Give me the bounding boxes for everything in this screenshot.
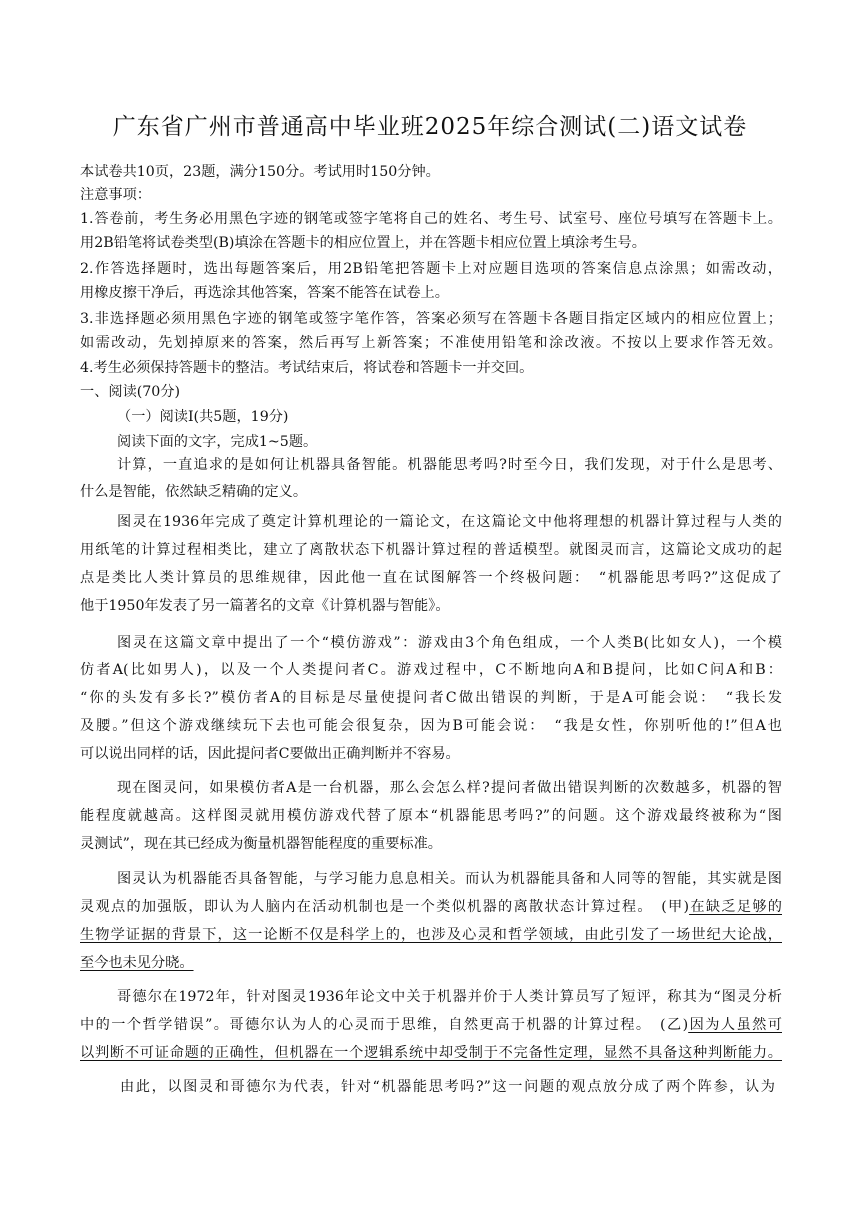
text-line xyxy=(80,482,307,502)
line-text: 阅读下面的文字，完成1~5题。 xyxy=(117,434,318,450)
line-text: 哥德尔在1972年，针对图灵1936年论文中关于机器并价于人类计算员写了短评，称其为“图灵分析 xyxy=(117,989,782,1005)
page-title: 广东省广州市普通高中毕业班2025年综合测试(二)语文试卷 xyxy=(112,114,748,140)
line-text: 他于1950年发表了另一篇著名的文章《计算机器与智能》。 xyxy=(80,598,450,614)
text-line xyxy=(80,688,782,708)
line-text: 由此，以图灵和哥德尔为代表，针对“机器能思考吗?”这一问题的观点放分成了两个阵参，认为 xyxy=(120,1079,775,1095)
text-line xyxy=(80,716,782,736)
text-line xyxy=(117,455,782,475)
line-text: 4.考生必须保持答题卡的整洁。考试结束后，将试卷和答题卡一并交回。 xyxy=(80,360,534,376)
line-text: 2.作答选择题时，选出每题答案后，用2B铅笔把答题卡上对应题目选项的答案信息点涂黑；如需改动， xyxy=(80,261,782,277)
text-line xyxy=(80,209,782,229)
line-text: 图灵认为机器能否具备智能，与学习能力息息相关。而认为机器能具备和人同等的智能，其实就是图 xyxy=(117,871,782,887)
text-line xyxy=(80,358,533,378)
line-text: 3.非选择题必须用黑色字迹的钢笔或签字笔作答，答案必须写在答题卡各题目指定区域内的相应位置上； xyxy=(80,311,782,327)
line-text: 用2B铅笔将试卷类型(B)填涂在答题卡的相应位置上，并在答题卡相应位置上填涂考生号。 xyxy=(80,235,646,251)
text-line xyxy=(80,259,782,279)
line-text: 能程度就越高。这样图灵就用模仿游戏代替了原本“机器能思考吗?”的问题。这个游戏最终被称为“图 xyxy=(80,808,782,824)
text-line xyxy=(80,568,782,588)
line-text: 中的一个哲学错误”。哥德尔认为人的心灵而于思维，自然更高于机器的计算过程。 (乙) xyxy=(80,1017,689,1033)
line-text: 点是类比人类计算员的思维规律，因此他一直在试图解答一个终极问题： “机器能思考吗?”这促成了 xyxy=(80,570,782,586)
text-line xyxy=(80,162,440,182)
text-line xyxy=(80,540,782,560)
line-text: “你的头发有多长?”模仿者A的目标是尽量使提问者C做出错误的判断，于是A可能会说： “我长发 xyxy=(80,690,782,706)
underlined-text: 在缺乏足够的 xyxy=(689,899,782,915)
text-line xyxy=(117,778,782,798)
text-line xyxy=(80,1043,782,1063)
text-line xyxy=(80,233,646,253)
underlined-text: 至今也未见分晓。 xyxy=(80,955,194,971)
line-text: 灵测试”，现在其已经成为衡量机器智能程度的重要标准。 xyxy=(80,836,442,852)
line-text: 注意事项： xyxy=(80,187,151,203)
line-text: 计算，一直追求的是如何让机器具备智能。机器能思考吗?时至今日，我们发现，对于什么是思考、 xyxy=(117,457,782,473)
text-line xyxy=(117,407,288,427)
text-line xyxy=(80,953,194,973)
text-line xyxy=(117,432,317,452)
text-line xyxy=(117,869,782,889)
line-text: 1.答卷前，考生务必用黑色字迹的钢笔或签字笔将自己的姓名、考生号、试室号、座位号填写在答题卡上。 xyxy=(80,211,782,227)
line-text: 本试卷共10页，23题，满分150分。考试用时150分钟。 xyxy=(80,164,440,180)
text-line xyxy=(80,309,782,329)
line-text: 图灵在1936年完成了奠定计算机理论的一篇论文，在这篇论文中他将理想的机器计算过程与人类的 xyxy=(117,514,782,530)
line-text: 如需改动，先划掉原来的答案，然后再写上新答案；不准使用铅笔和涂改液。不按以上要求作答无效。 xyxy=(80,335,782,351)
underlined-text: 生物学证据的背景下，这一论断不仅是科学上的，也涉及心灵和哲学领域，由此引发了一场世纪大论战， xyxy=(80,927,782,943)
line-text: 灵观点的加强版，即认为人脑内在活动机制也是一个类似机器的离散状态计算过程。 (甲) xyxy=(80,899,690,915)
line-text: 用纸笔的计算过程相类比，建立了离散状态下机器计算过程的普适模型。就图灵而言，这篇论文成功的起 xyxy=(80,542,782,558)
text-line xyxy=(80,185,151,205)
text-line xyxy=(117,987,782,1007)
text-line xyxy=(120,1077,775,1097)
line-text: 及腰。”但这个游戏继续玩下去也可能会很复杂，因为B可能会说： “我是女性，你别听他的!”但A也 xyxy=(80,718,782,734)
line-text: （一）阅读Ⅰ(共5题，19分) xyxy=(117,409,289,425)
line-text: 用橡皮擦干净后，再选涂其他答案，答案不能答在试卷上。 xyxy=(80,285,449,301)
text-line xyxy=(117,512,782,532)
line-text: 什么是智能，依然缺乏精确的定义。 xyxy=(80,484,308,500)
text-line xyxy=(80,283,449,303)
line-text: 可以说出同样的话，因此提问者C要做出正确判断并不容易。 xyxy=(80,746,460,762)
text-line xyxy=(80,382,180,402)
text-line xyxy=(80,660,782,680)
underlined-text: 因为人虽然可 xyxy=(688,1017,782,1033)
text-line xyxy=(80,744,460,764)
line-text: 图灵在这篇文章中提出了一个“模仿游戏”：游戏由3个角色组成，一个人类B(比如女人)，一个模 xyxy=(117,635,782,651)
text-line xyxy=(80,925,782,945)
text-line xyxy=(80,834,442,854)
line-text: 一、阅读(70分) xyxy=(80,384,181,400)
text-line xyxy=(80,1015,782,1035)
text-line xyxy=(80,806,782,826)
text-line xyxy=(80,333,782,353)
text-line xyxy=(117,633,782,653)
line-text: 现在图灵问，如果模仿者A是一台机器，那么会怎么样?提问者做出错误判断的次数越多，机器的智 xyxy=(117,780,782,796)
underlined-text: 以判断不可证命题的正确性，但机器在一个逻辑系统中却受制于不完备性定理，显然不具备这种判断能力。 xyxy=(80,1045,782,1061)
text-line xyxy=(80,897,782,917)
line-text: 仿者A(比如男人)，以及一个人类提问者C。游戏过程中，C不断地向A和B提问，比如C问A和B： xyxy=(80,662,782,678)
text-line xyxy=(80,596,450,616)
